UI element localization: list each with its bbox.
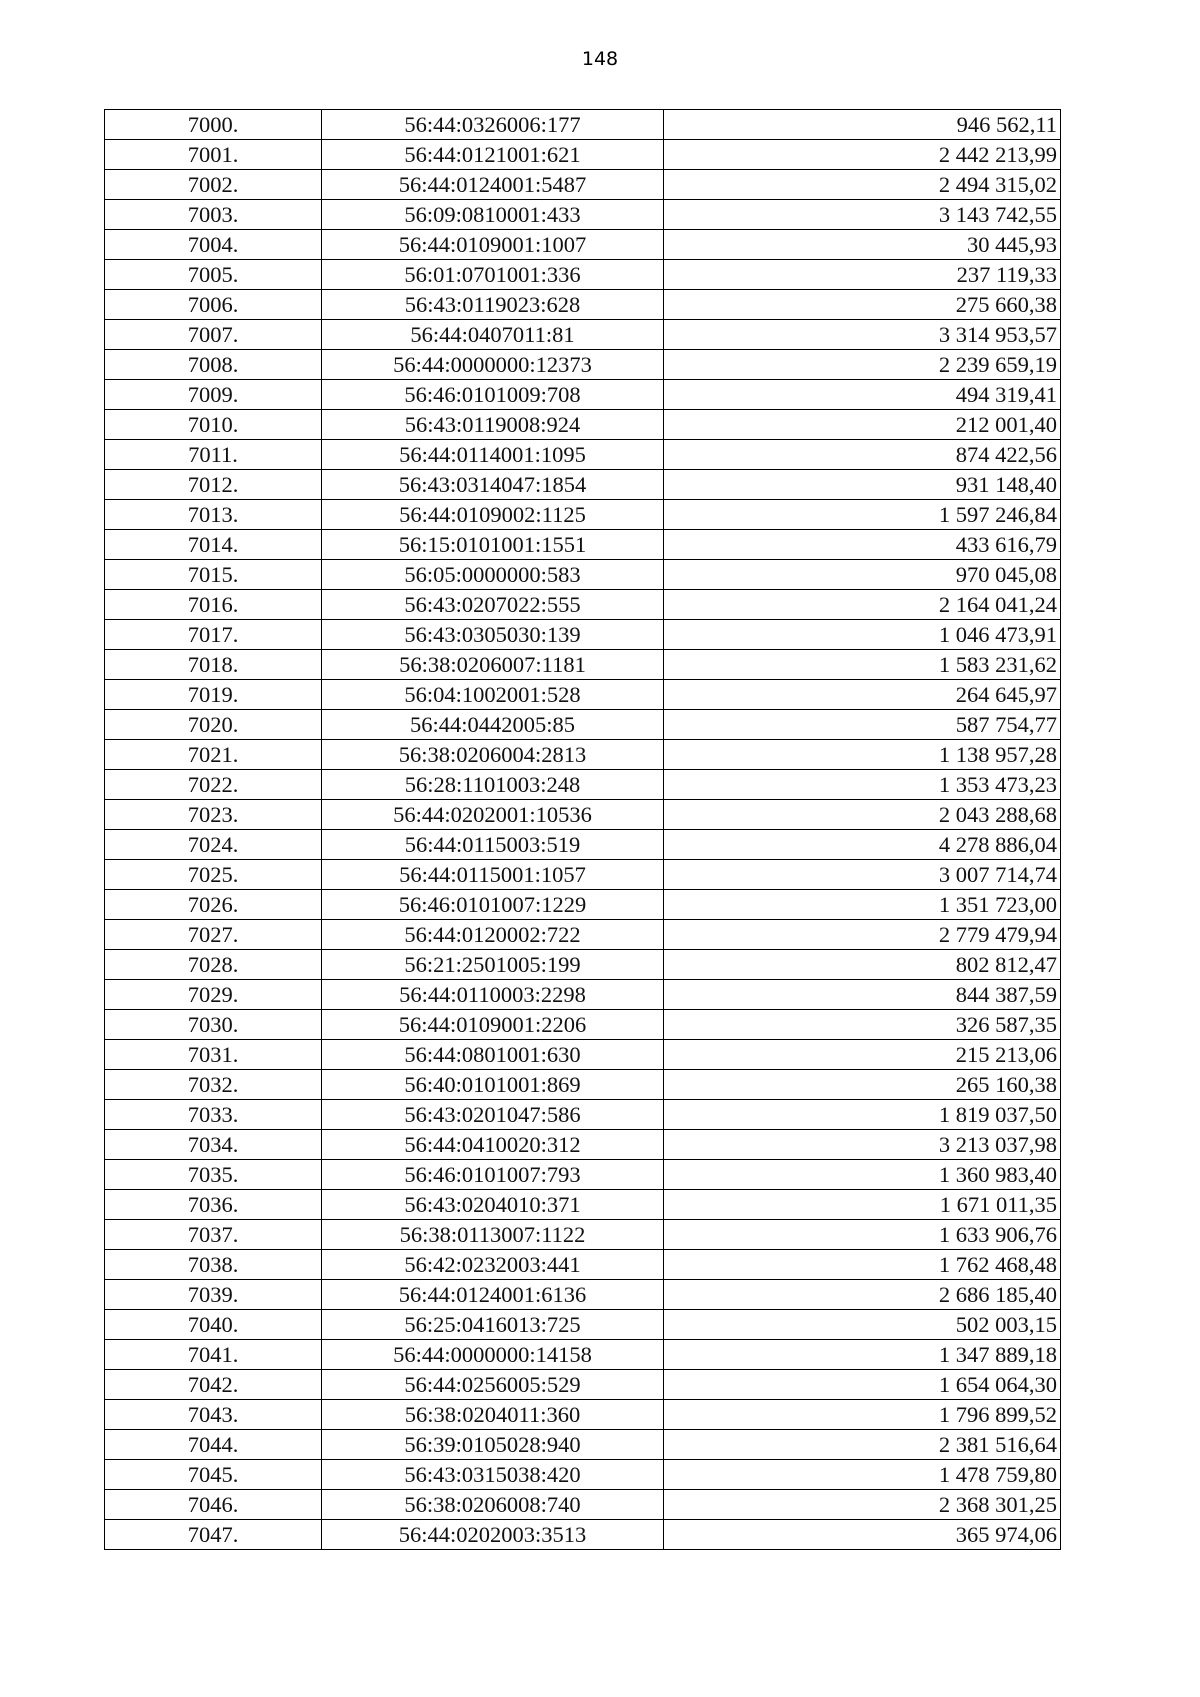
value-cell: 2 164 041,24 — [664, 590, 1061, 620]
page-number: 148 — [581, 48, 619, 70]
row-number-cell: 7022. — [105, 770, 322, 800]
row-number-cell: 7004. — [105, 230, 322, 260]
value-cell: 433 616,79 — [664, 530, 1061, 560]
cadastral-number-cell: 56:44:0256005:529 — [322, 1370, 664, 1400]
cadastral-number-cell: 56:44:0202003:3513 — [322, 1520, 664, 1550]
cadastral-number-cell: 56:43:0201047:586 — [322, 1100, 664, 1130]
table-row — [105, 290, 1061, 320]
table-row — [105, 230, 1061, 260]
value-cell: 970 045,08 — [664, 560, 1061, 590]
cadastral-number-cell: 56:39:0105028:940 — [322, 1430, 664, 1460]
table-row — [105, 200, 1061, 230]
cadastral-number-cell: 56:44:0124001:6136 — [322, 1280, 664, 1310]
value-cell: 1 046 473,91 — [664, 620, 1061, 650]
table-row — [105, 1400, 1061, 1430]
value-cell: 4 278 886,04 — [664, 830, 1061, 860]
table-row — [105, 1520, 1061, 1550]
cadastral-number-cell: 56:43:0204010:371 — [322, 1190, 664, 1220]
table-row — [105, 1430, 1061, 1460]
table-row — [105, 560, 1061, 590]
cadastral-number-cell: 56:44:0801001:630 — [322, 1040, 664, 1070]
row-number-cell: 7007. — [105, 320, 322, 350]
value-cell: 2 368 301,25 — [664, 1490, 1061, 1520]
row-number-cell: 7000. — [105, 110, 322, 140]
table-row — [105, 530, 1061, 560]
table-row — [105, 1010, 1061, 1040]
cadastral-number-cell: 56:38:0206008:740 — [322, 1490, 664, 1520]
table-row — [105, 470, 1061, 500]
cadastral-number-cell: 56:44:0121001:621 — [322, 140, 664, 170]
row-number-cell: 7018. — [105, 650, 322, 680]
cadastral-number-cell: 56:43:0305030:139 — [322, 620, 664, 650]
row-number-cell: 7008. — [105, 350, 322, 380]
cadastral-number-cell: 56:43:0207022:555 — [322, 590, 664, 620]
table-row — [105, 680, 1061, 710]
value-cell: 2 779 479,94 — [664, 920, 1061, 950]
table-row — [105, 920, 1061, 950]
row-number-cell: 7031. — [105, 1040, 322, 1070]
value-cell: 275 660,38 — [664, 290, 1061, 320]
value-cell: 1 796 899,52 — [664, 1400, 1061, 1430]
data-table — [104, 109, 1061, 1550]
cadastral-number-cell: 56:43:0119008:924 — [322, 410, 664, 440]
row-number-cell: 7044. — [105, 1430, 322, 1460]
row-number-cell: 7020. — [105, 710, 322, 740]
row-number-cell: 7025. — [105, 860, 322, 890]
cadastral-number-cell: 56:38:0204011:360 — [322, 1400, 664, 1430]
row-number-cell: 7019. — [105, 680, 322, 710]
cadastral-number-cell: 56:42:0232003:441 — [322, 1250, 664, 1280]
cadastral-number-cell: 56:38:0206004:2813 — [322, 740, 664, 770]
value-cell: 2 686 185,40 — [664, 1280, 1061, 1310]
row-number-cell: 7003. — [105, 200, 322, 230]
value-cell: 946 562,11 — [664, 110, 1061, 140]
cadastral-number-cell: 56:44:0109001:1007 — [322, 230, 664, 260]
value-cell: 1 351 723,00 — [664, 890, 1061, 920]
value-cell: 1 583 231,62 — [664, 650, 1061, 680]
cadastral-number-cell: 56:44:0326006:177 — [322, 110, 664, 140]
cadastral-number-cell: 56:44:0407011:81 — [322, 320, 664, 350]
table-row — [105, 1130, 1061, 1160]
row-number-cell: 7042. — [105, 1370, 322, 1400]
value-cell: 874 422,56 — [664, 440, 1061, 470]
value-cell: 2 239 659,19 — [664, 350, 1061, 380]
row-number-cell: 7026. — [105, 890, 322, 920]
row-number-cell: 7047. — [105, 1520, 322, 1550]
table-row — [105, 1160, 1061, 1190]
value-cell: 2 381 516,64 — [664, 1430, 1061, 1460]
value-cell: 3 143 742,55 — [664, 200, 1061, 230]
cadastral-number-cell: 56:44:0202001:10536 — [322, 800, 664, 830]
table-row — [105, 1310, 1061, 1340]
cadastral-number-cell: 56:43:0314047:1854 — [322, 470, 664, 500]
table-row — [105, 620, 1061, 650]
table-row — [105, 350, 1061, 380]
value-cell: 365 974,06 — [664, 1520, 1061, 1550]
cadastral-number-cell: 56:43:0119023:628 — [322, 290, 664, 320]
cadastral-number-cell: 56:44:0120002:722 — [322, 920, 664, 950]
row-number-cell: 7015. — [105, 560, 322, 590]
row-number-cell: 7045. — [105, 1460, 322, 1490]
row-number-cell: 7012. — [105, 470, 322, 500]
row-number-cell: 7013. — [105, 500, 322, 530]
table-row — [105, 260, 1061, 290]
value-cell: 1 353 473,23 — [664, 770, 1061, 800]
value-cell: 2 494 315,02 — [664, 170, 1061, 200]
cadastral-number-cell: 56:28:1101003:248 — [322, 770, 664, 800]
table-row — [105, 1340, 1061, 1370]
value-cell: 1 671 011,35 — [664, 1190, 1061, 1220]
cadastral-number-cell: 56:46:0101009:708 — [322, 380, 664, 410]
row-number-cell: 7030. — [105, 1010, 322, 1040]
cadastral-number-cell: 56:44:0410020:312 — [322, 1130, 664, 1160]
cadastral-number-cell: 56:05:0000000:583 — [322, 560, 664, 590]
value-cell: 264 645,97 — [664, 680, 1061, 710]
cadastral-number-cell: 56:40:0101001:869 — [322, 1070, 664, 1100]
value-cell: 237 119,33 — [664, 260, 1061, 290]
value-cell: 1 654 064,30 — [664, 1370, 1061, 1400]
row-number-cell: 7010. — [105, 410, 322, 440]
table-row — [105, 1460, 1061, 1490]
table-row — [105, 170, 1061, 200]
row-number-cell: 7046. — [105, 1490, 322, 1520]
value-cell: 844 387,59 — [664, 980, 1061, 1010]
row-number-cell: 7021. — [105, 740, 322, 770]
cadastral-number-cell: 56:44:0000000:12373 — [322, 350, 664, 380]
cadastral-number-cell: 56:44:0110003:2298 — [322, 980, 664, 1010]
row-number-cell: 7009. — [105, 380, 322, 410]
value-cell: 2 043 288,68 — [664, 800, 1061, 830]
value-cell: 3 314 953,57 — [664, 320, 1061, 350]
value-cell: 212 001,40 — [664, 410, 1061, 440]
table-row — [105, 110, 1061, 140]
table-row — [105, 1040, 1061, 1070]
row-number-cell: 7043. — [105, 1400, 322, 1430]
value-cell: 1 633 906,76 — [664, 1220, 1061, 1250]
table-row — [105, 1280, 1061, 1310]
table-row — [105, 1070, 1061, 1100]
cadastral-number-cell: 56:43:0315038:420 — [322, 1460, 664, 1490]
row-number-cell: 7023. — [105, 800, 322, 830]
row-number-cell: 7034. — [105, 1130, 322, 1160]
cadastral-number-cell: 56:38:0206007:1181 — [322, 650, 664, 680]
row-number-cell: 7040. — [105, 1310, 322, 1340]
cadastral-number-cell: 56:46:0101007:1229 — [322, 890, 664, 920]
cadastral-number-cell: 56:09:0810001:433 — [322, 200, 664, 230]
table-row — [105, 1190, 1061, 1220]
table-row — [105, 830, 1061, 860]
cadastral-number-cell: 56:44:0442005:85 — [322, 710, 664, 740]
cadastral-number-cell: 56:01:0701001:336 — [322, 260, 664, 290]
row-number-cell: 7005. — [105, 260, 322, 290]
value-cell: 1 360 983,40 — [664, 1160, 1061, 1190]
table-row — [105, 140, 1061, 170]
row-number-cell: 7016. — [105, 590, 322, 620]
value-cell: 1 819 037,50 — [664, 1100, 1061, 1130]
row-number-cell: 7037. — [105, 1220, 322, 1250]
value-cell: 2 442 213,99 — [664, 140, 1061, 170]
cadastral-number-cell: 56:46:0101007:793 — [322, 1160, 664, 1190]
row-number-cell: 7001. — [105, 140, 322, 170]
row-number-cell: 7033. — [105, 1100, 322, 1130]
cadastral-number-cell: 56:15:0101001:1551 — [322, 530, 664, 560]
row-number-cell: 7014. — [105, 530, 322, 560]
table-row — [105, 650, 1061, 680]
row-number-cell: 7024. — [105, 830, 322, 860]
cadastral-number-cell: 56:44:0000000:14158 — [322, 1340, 664, 1370]
cadastral-number-cell: 56:44:0115003:519 — [322, 830, 664, 860]
value-cell: 326 587,35 — [664, 1010, 1061, 1040]
table-row — [105, 1100, 1061, 1130]
cadastral-number-cell: 56:38:0113007:1122 — [322, 1220, 664, 1250]
row-number-cell: 7041. — [105, 1340, 322, 1370]
cadastral-number-cell: 56:44:0114001:1095 — [322, 440, 664, 470]
value-cell: 1 138 957,28 — [664, 740, 1061, 770]
cadastral-number-cell: 56:04:1002001:528 — [322, 680, 664, 710]
cadastral-number-cell: 56:44:0115001:1057 — [322, 860, 664, 890]
row-number-cell: 7039. — [105, 1280, 322, 1310]
table-row — [105, 500, 1061, 530]
table-row — [105, 380, 1061, 410]
table-row — [105, 1490, 1061, 1520]
row-number-cell: 7035. — [105, 1160, 322, 1190]
value-cell: 265 160,38 — [664, 1070, 1061, 1100]
row-number-cell: 7002. — [105, 170, 322, 200]
table-row — [105, 800, 1061, 830]
cadastral-number-cell: 56:44:0109002:1125 — [322, 500, 664, 530]
table-row — [105, 1250, 1061, 1280]
row-number-cell: 7027. — [105, 920, 322, 950]
table-row — [105, 440, 1061, 470]
table-row — [105, 770, 1061, 800]
value-cell: 802 812,47 — [664, 950, 1061, 980]
value-cell: 3 007 714,74 — [664, 860, 1061, 890]
value-cell: 1 762 468,48 — [664, 1250, 1061, 1280]
value-cell: 3 213 037,98 — [664, 1130, 1061, 1160]
value-cell: 494 319,41 — [664, 380, 1061, 410]
value-cell: 30 445,93 — [664, 230, 1061, 260]
table-row — [105, 740, 1061, 770]
value-cell: 1 347 889,18 — [664, 1340, 1061, 1370]
table-row — [105, 860, 1061, 890]
cadastral-number-cell: 56:25:0416013:725 — [322, 1310, 664, 1340]
table-row — [105, 410, 1061, 440]
table-body — [105, 110, 1061, 1550]
cadastral-number-cell: 56:44:0124001:5487 — [322, 170, 664, 200]
table-row — [105, 890, 1061, 920]
table-row — [105, 710, 1061, 740]
value-cell: 502 003,15 — [664, 1310, 1061, 1340]
row-number-cell: 7038. — [105, 1250, 322, 1280]
cadastral-number-cell: 56:21:2501005:199 — [322, 950, 664, 980]
row-number-cell: 7017. — [105, 620, 322, 650]
table-row — [105, 1370, 1061, 1400]
row-number-cell: 7011. — [105, 440, 322, 470]
table-row — [105, 1220, 1061, 1250]
value-cell: 931 148,40 — [664, 470, 1061, 500]
table-row — [105, 980, 1061, 1010]
row-number-cell: 7036. — [105, 1190, 322, 1220]
cadastral-number-cell: 56:44:0109001:2206 — [322, 1010, 664, 1040]
row-number-cell: 7006. — [105, 290, 322, 320]
table-row — [105, 320, 1061, 350]
value-cell: 1 597 246,84 — [664, 500, 1061, 530]
row-number-cell: 7028. — [105, 950, 322, 980]
table-row — [105, 950, 1061, 980]
value-cell: 1 478 759,80 — [664, 1460, 1061, 1490]
value-cell: 587 754,77 — [664, 710, 1061, 740]
row-number-cell: 7029. — [105, 980, 322, 1010]
table-row — [105, 590, 1061, 620]
value-cell: 215 213,06 — [664, 1040, 1061, 1070]
row-number-cell: 7032. — [105, 1070, 322, 1100]
